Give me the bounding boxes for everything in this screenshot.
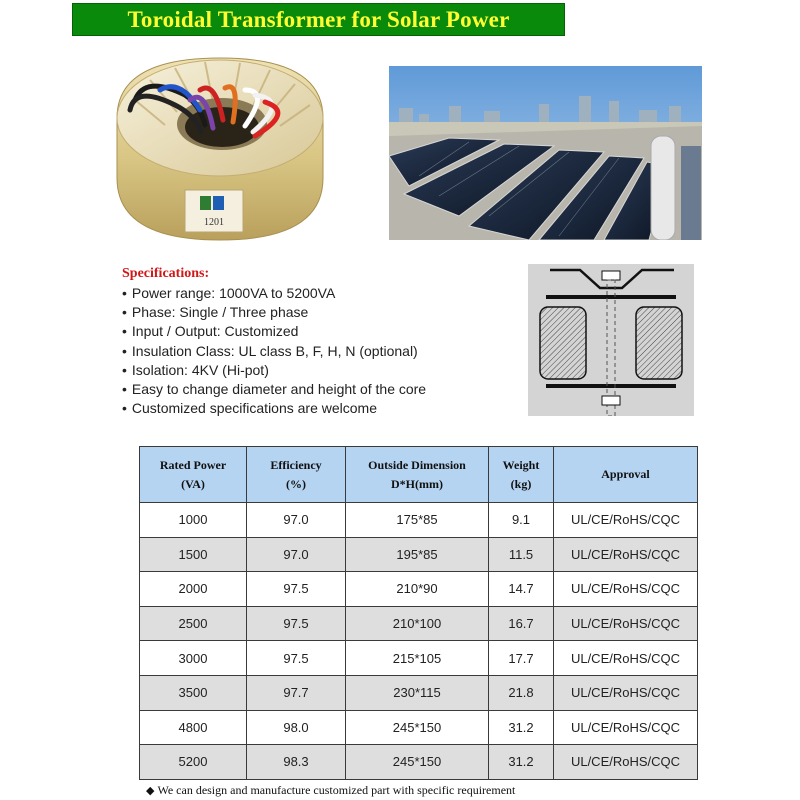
cell-approval: UL/CE/RoHS/CQC	[554, 710, 698, 745]
cell-weight: 16.7	[489, 606, 554, 641]
title-banner	[72, 3, 565, 36]
cell-approval: UL/CE/RoHS/CQC	[554, 606, 698, 641]
table-row	[140, 503, 698, 538]
cell-dimension: 210*90	[346, 572, 489, 607]
spec-item: • Easy to change diameter and height of the core	[122, 380, 426, 399]
cell-weight: 21.8	[489, 675, 554, 710]
cell-efficiency: 98.3	[247, 745, 346, 780]
cell-weight: 9.1	[489, 503, 554, 538]
cell-efficiency: 97.0	[247, 537, 346, 572]
cell-weight: 14.7	[489, 572, 554, 607]
transformer-label: 1201	[204, 217, 224, 228]
cell-approval: UL/CE/RoHS/CQC	[554, 572, 698, 607]
specifications-heading: Specifications:	[122, 266, 210, 281]
cell-dimension: 215*105	[346, 641, 489, 676]
specifications-list	[122, 284, 426, 418]
cell-efficiency: 97.5	[247, 641, 346, 676]
cell-approval: UL/CE/RoHS/CQC	[554, 745, 698, 780]
footnote	[146, 783, 515, 798]
spec-item: • Insulation Class: UL class B, F, H, N (optional)	[122, 342, 426, 361]
cell-dimension: 195*85	[346, 537, 489, 572]
cell-rated-power: 5200	[140, 745, 247, 780]
solar-collector-photo	[389, 66, 702, 240]
cell-efficiency: 98.0	[247, 710, 346, 745]
specifications-section	[122, 266, 426, 418]
header-approval: Approval	[554, 447, 698, 503]
table-row	[140, 710, 698, 745]
table-row	[140, 606, 698, 641]
table-row	[140, 537, 698, 572]
cell-efficiency: 97.5	[247, 606, 346, 641]
cell-dimension: 175*85	[346, 503, 489, 538]
cell-rated-power: 2500	[140, 606, 247, 641]
header-rated-power: Rated Power (VA)	[140, 447, 247, 503]
page-title: Toroidal Transformer for Solar Power	[127, 6, 510, 32]
table-row	[140, 641, 698, 676]
table-header-row	[140, 447, 698, 503]
cell-rated-power: 3000	[140, 641, 247, 676]
cell-approval: UL/CE/RoHS/CQC	[554, 503, 698, 538]
cell-approval: UL/CE/RoHS/CQC	[554, 537, 698, 572]
diamond-bullet-icon: ◆	[146, 785, 155, 797]
spec-item: • Input / Output: Customized	[122, 322, 426, 341]
transformer-photo	[105, 50, 335, 245]
cell-weight: 31.2	[489, 710, 554, 745]
spec-item: • Isolation: 4KV (Hi-pot)	[122, 361, 426, 380]
header-weight: Weight (kg)	[489, 447, 554, 503]
cell-approval: UL/CE/RoHS/CQC	[554, 641, 698, 676]
cell-dimension: 245*150	[346, 745, 489, 780]
cell-weight: 17.7	[489, 641, 554, 676]
cell-rated-power: 1500	[140, 537, 247, 572]
cell-efficiency: 97.7	[247, 675, 346, 710]
cell-rated-power: 2000	[140, 572, 247, 607]
header-outside-dimension: Outside Dimension D*H(mm)	[346, 447, 489, 503]
cell-weight: 31.2	[489, 745, 554, 780]
header-efficiency: Efficiency (%)	[247, 447, 346, 503]
cell-rated-power: 3500	[140, 675, 247, 710]
cell-approval: UL/CE/RoHS/CQC	[554, 675, 698, 710]
cross-section-diagram	[528, 264, 694, 416]
footnote-text: We can design and manufacture customized part with specific requirement	[157, 783, 516, 797]
cell-efficiency: 97.5	[247, 572, 346, 607]
spec-item: • Customized specifications are welcome	[122, 399, 426, 418]
cell-dimension: 210*100	[346, 606, 489, 641]
spec-item: • Phase: Single / Three phase	[122, 303, 426, 322]
table-row	[140, 745, 698, 780]
spec-item: • Power range: 1000VA to 5200VA	[122, 284, 426, 303]
cell-dimension: 245*150	[346, 710, 489, 745]
cell-weight: 11.5	[489, 537, 554, 572]
cell-rated-power: 4800	[140, 710, 247, 745]
cell-efficiency: 97.0	[247, 503, 346, 538]
cell-rated-power: 1000	[140, 503, 247, 538]
specifications-table	[139, 446, 698, 780]
cell-dimension: 230*115	[346, 675, 489, 710]
table-row	[140, 572, 698, 607]
table-row	[140, 675, 698, 710]
